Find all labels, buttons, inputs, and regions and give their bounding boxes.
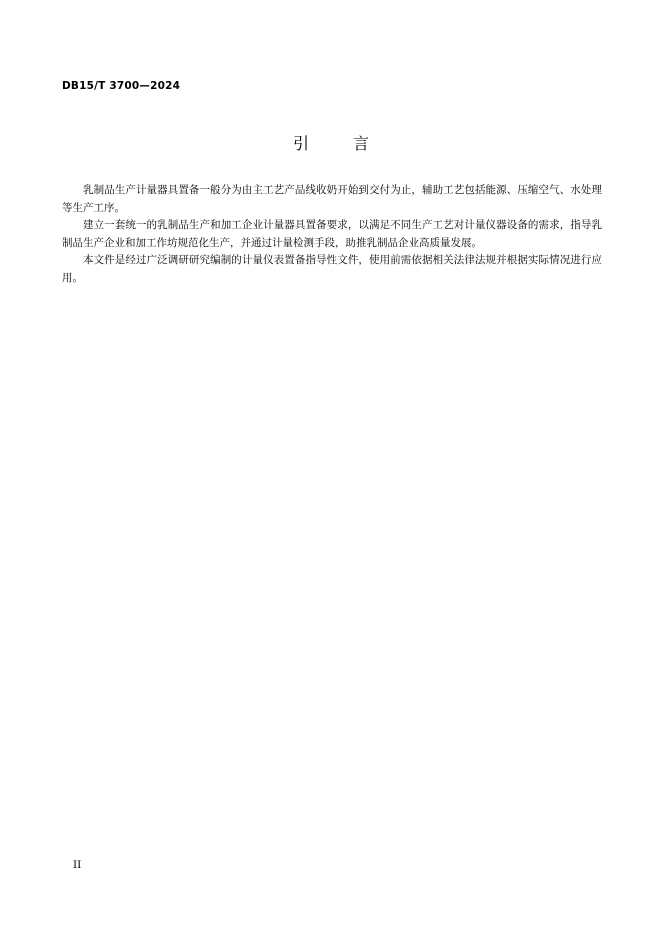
introduction-body: [62, 182, 602, 287]
paragraph: 本文件是经过广泛调研研究编制的计量仪表置备指导性文件，使用前需依据相关法律法规并根据实际情况进行应用。: [62, 254, 602, 284]
section-title: [0, 133, 662, 155]
section-title-char-1: 引: [292, 134, 309, 153]
paragraph: 乳制品生产计量器具置备一般分为由主工艺产品线收奶开始到交付为止，辅助工艺包括能源、压缩空气、水处理等生产工序。: [62, 184, 602, 214]
paragraph: 建立一套统一的乳制品生产和加工企业计量器具置备要求，以满足不同生产工艺对计量仪器设备的需求，指导乳制品生产企业和加工作坊规范化生产，并通过计量检测手段，助推乳制品企业高质量发展。: [62, 219, 602, 249]
standard-number: DB15/T 3700—2024: [62, 80, 181, 92]
section-title-char-2: 言: [353, 134, 370, 153]
page-number: II: [73, 859, 82, 871]
